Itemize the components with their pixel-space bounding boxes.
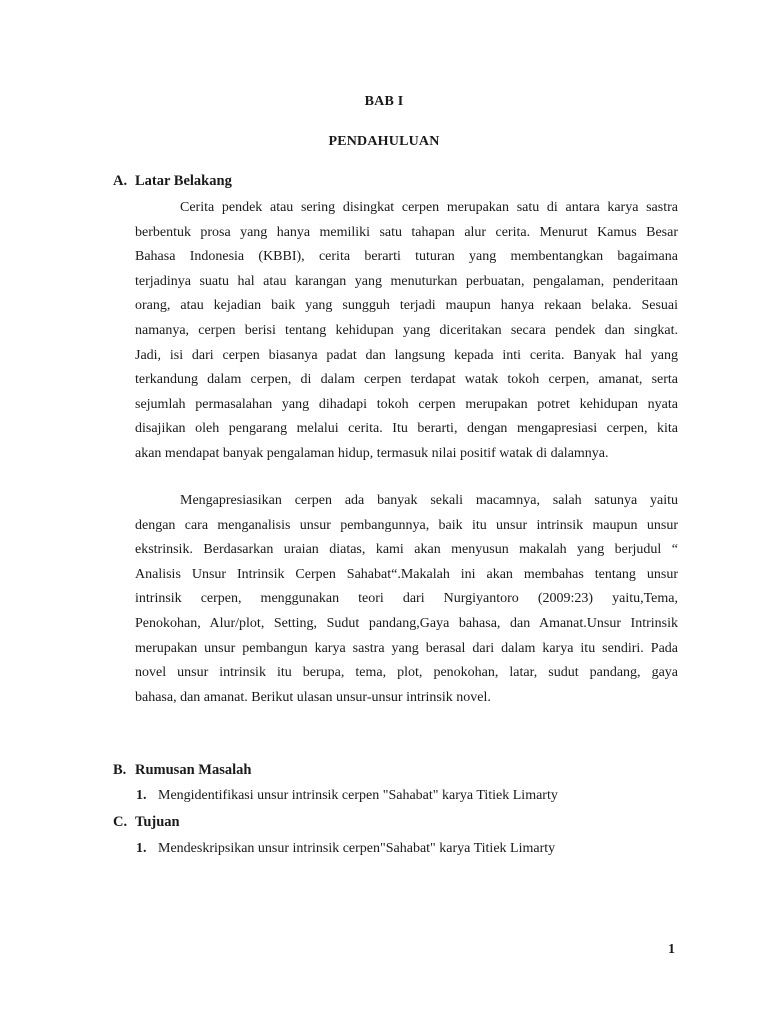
paragraph-line: Penokohan, Alur/plot, Setting, Sudut pandang,Gaya bahasa, dan Amanat.Unsur Intrinsik: [135, 615, 678, 631]
section-b-title: Rumusan Masalah: [135, 762, 252, 778]
paragraph-line: merupakan unsur pembangun karya sastra yang berasal dari dalam karya itu sendiri. Pada: [135, 640, 678, 656]
section-a-title: Latar Belakang: [135, 173, 232, 189]
paragraph-line: novel unsur intrinsik itu berupa, tema, plot, penokohan, latar, sudut pandang, gaya: [135, 665, 678, 681]
paragraph-line: akan mendapat banyak pengalaman hidup, termasuk nilai positif watak di dalamnya.: [135, 445, 609, 461]
section-c-letter: C.: [113, 814, 128, 830]
section-b-list-item: [136, 788, 558, 804]
paragraph-line: Cerita pendek atau sering disingkat cerpen merupakan satu di antara karya sastra: [180, 200, 678, 215]
section-a-heading: [113, 173, 232, 190]
paragraph-line: namanya, cerpen berisi tentang kehidupan yang diceritakan secara pendek dan singkat.: [135, 322, 678, 338]
list-item-text: Mendeskripsikan unsur intrinsik cerpen"Sahabat" karya Titiek Limarty: [158, 841, 556, 856]
list-item-number: 1.: [136, 841, 147, 856]
list-item-number: 1.: [136, 788, 147, 803]
paragraph-line: Jadi, isi dari cerpen biasanya padat dan langsung kepada inti cerita. Banyak hal yang: [135, 347, 678, 363]
paragraph-line: terjadinya suatu hal atau karangan yang menuturkan perbuatan, pengalaman, penderitaan: [135, 273, 678, 289]
paragraph-line: dengan cara menganalisis unsur pembangunnya, baik itu unsur intrinsik maupun unsur: [135, 517, 678, 533]
section-b-letter: B.: [113, 762, 127, 778]
section-a-letter: A.: [113, 173, 128, 189]
paragraph-line: orang, atau kejadian baik yang sungguh terjadi maupun hanya rekaan belaka. Sesuai: [135, 298, 678, 314]
paragraph-line: Mengapresiasikan cerpen ada banyak sekali macamnya, salah satunya yaitu: [180, 493, 678, 508]
paragraph-line: Analisis Unsur Intrinsik Cerpen Sahabat“.Makalah ini akan membahas tentang unsur: [135, 566, 678, 582]
section-a-paragraph-1: [135, 196, 678, 467]
chapter-title: PENDAHULUAN: [328, 134, 440, 149]
paragraph-line: ekstrinsik. Berdasarkan uraian diatas, kami akan menyusun makalah yang berjudul “: [135, 542, 678, 558]
section-c-title: Tujuan: [135, 814, 180, 830]
section-b-heading: [113, 762, 251, 779]
paragraph-line: sejumlah permasalahan yang dihadapi tokoh cerpen merupakan potret kehidupan nyata: [135, 396, 678, 412]
paragraph-line: disajikan oleh pengarang melalui cerita. Itu berarti, dengan mengapresiasi cerpen, kita: [135, 421, 678, 437]
section-c-heading: [113, 814, 180, 831]
paragraph-line: intrinsik cerpen, menggunakan teori dari Nurgiyantoro (2009:23) yaitu,Tema,: [135, 591, 678, 607]
section-a-paragraph-2: [135, 489, 678, 710]
section-c-list-item: [136, 841, 555, 857]
list-item-text: Mengidentifikasi unsur intrinsik cerpen "Sahabat" karya Titiek Limarty: [158, 788, 558, 803]
chapter-label: BAB I: [364, 94, 404, 109]
paragraph-line: terkandung dalam cerpen, di dalam cerpen terdapat watak tokoh cerpen, amanat, serta: [135, 372, 678, 388]
paragraph-line: Bahasa Indonesia (KBBI), cerita berarti tuturan yang membentangkan bagaimana: [135, 249, 678, 265]
paragraph-line: berbentuk prosa yang hanya memiliki satu tahapan alur cerita. Menurut Kamus Besar: [135, 224, 678, 240]
page-number: 1: [668, 942, 675, 957]
paragraph-line: bahasa, dan amanat. Berikut ulasan unsur-unsur intrinsik novel.: [135, 689, 491, 705]
